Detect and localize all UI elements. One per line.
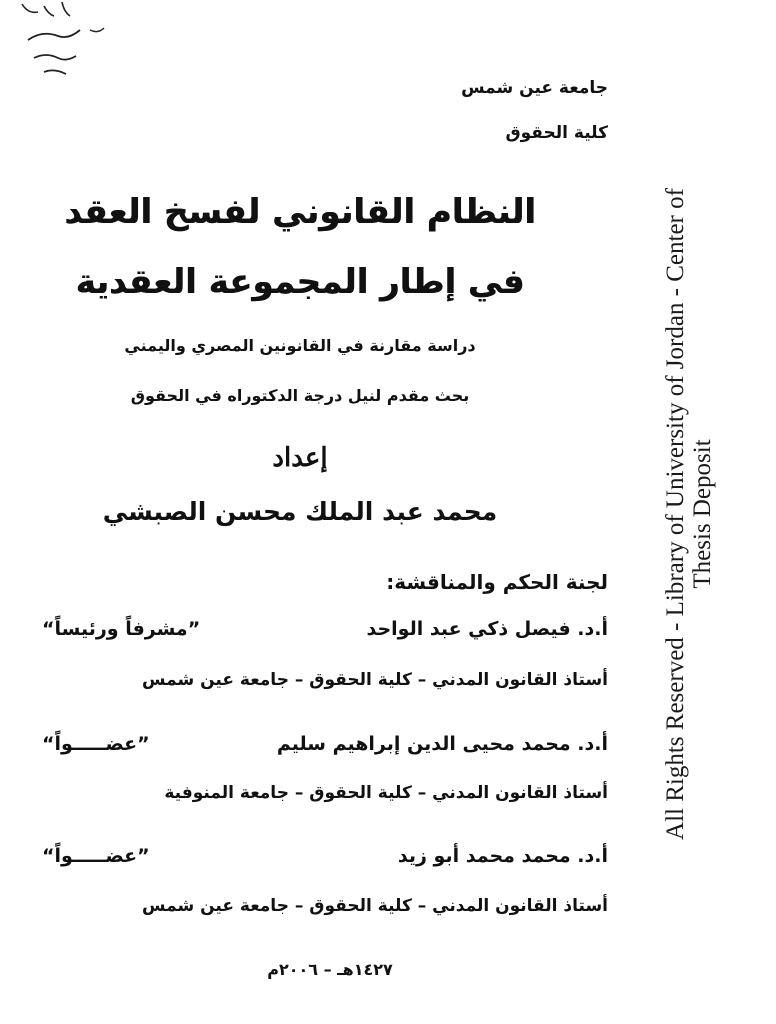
handwritten-mark: [0, 0, 140, 90]
faculty-name: كلية الحقوق: [505, 123, 608, 143]
watermark-line1: All Rights Reserved - Library of University of Jordan - Center of: [662, 188, 689, 840]
member-position: أستاذ القانون المدني – كلية الحقوق – جامعة عين شمس: [142, 670, 608, 690]
thesis-title-line1: النظام القانوني لفسخ العقد: [64, 192, 536, 232]
member-role: ”مشرفاً ورئيساً“: [42, 618, 201, 640]
preparer-label: إعداد: [272, 443, 328, 473]
watermark-line2: Thesis Deposit: [689, 439, 716, 589]
date-line: ١٤٢٧هـ – ٢٠٠٦م: [267, 960, 393, 979]
university-name: جامعة عين شمس: [461, 78, 608, 98]
committee-heading: لجنة الحكم والمناقشة:: [386, 570, 608, 594]
thesis-subtitle: دراسة مقارنة في القانونين المصري واليمني: [124, 336, 476, 355]
thesis-purpose: بحث مقدم لنيل درجة الدكتوراه في الحقوق: [130, 386, 470, 405]
thesis-title-line2: في إطار المجموعة العقدية: [75, 262, 525, 302]
member-role: ”عضـــــواً“: [42, 845, 150, 867]
member-role: ”عضـــــواً“: [42, 733, 150, 755]
author-name: محمد عبد الملك محسن الصبشي: [102, 497, 498, 526]
copyright-watermark: [662, 144, 716, 884]
member-name: أ.د. محمد محمد أبو زيد: [397, 845, 608, 867]
member-position: أستاذ القانون المدني – كلية الحقوق – جامعة المنوفية: [164, 783, 608, 803]
member-position: أستاذ القانون المدني – كلية الحقوق – جامعة عين شمس: [142, 896, 608, 916]
member-name: أ.د. محمد محيى الدين إبراهيم سليم: [276, 733, 608, 755]
member-name: أ.د. فيصل ذكي عبد الواحد: [366, 618, 608, 640]
